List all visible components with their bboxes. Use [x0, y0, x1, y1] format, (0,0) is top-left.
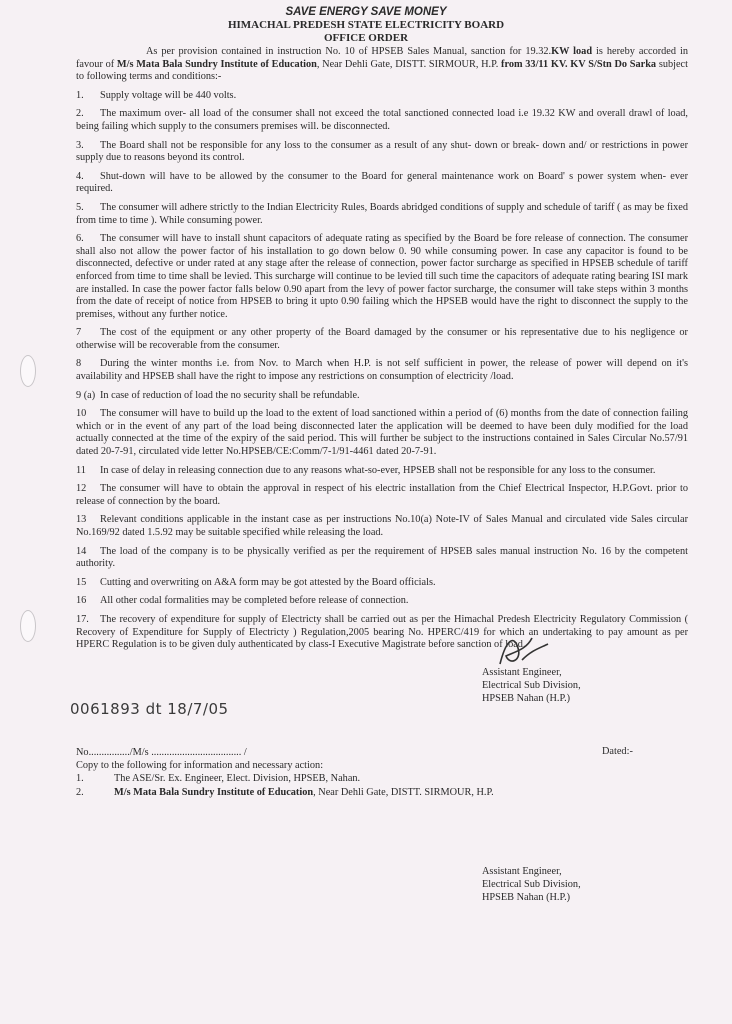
footer-section	[76, 746, 688, 799]
intro-text: As per provision contained in instruction No. 10 of HPSEB Sales Manual, sanction for 19.32.	[146, 46, 552, 57]
signatory-location: HPSEB Nahan (H.P.)	[482, 891, 571, 903]
condition-item	[76, 358, 688, 383]
condition-number: 7	[76, 327, 82, 339]
condition-text: The cost of the equipment or any other property of the Board damaged by the consumer or his representative due to his negligence or otherwise will be recoverable from the consumer.	[76, 327, 688, 351]
condition-number: 9 (a)	[76, 389, 96, 401]
condition-number: 15	[76, 576, 87, 588]
condition-text: The load of the company is to be physically verified as per the requirement of HPSEB sales manual instruction No. 16 by the competent authority.	[76, 545, 688, 570]
condition-number: 11	[76, 464, 86, 476]
condition-item	[76, 390, 688, 403]
copy-recipient: 2. M/s Mata Bala Sundry Institute of Education, Near Dehli Gate, DISTT. SIRMOUR, H.P.	[76, 786, 494, 798]
condition-text: Shut-down will have to be allowed by the consumer to the Board for general maintenance work on Board' s power system when- ever required.	[76, 170, 688, 195]
intro-text: is hereby accorded in favour of	[76, 46, 688, 70]
condition-item	[76, 546, 688, 571]
condition-number: 16	[76, 595, 87, 607]
condition-item	[76, 327, 688, 352]
copy-recipient: 1. The ASE/Sr. Ex. Engineer, Elect. Division, HPSEB, Nahan.	[76, 773, 361, 785]
condition-text: The consumer will have to build up the load to the extent of load sanctioned within a period of (6) months from the date of connection failing which or in the event of any part of the load being disconnected later the application will be deemed to have been duly modified for the load actually connected at the time of the expiry of the said period. This will further be subject to the instructions contained in Sales Circular No.57/91 dated 20-7-91, circulated vide letter No.HPSEB/CE:Comm/7-1/91-4461 dated 20-7-91.	[76, 408, 688, 458]
signatory-title: Assistant Engineer,	[482, 866, 562, 877]
condition-item	[76, 90, 688, 103]
intro-text: , Near Dehli Gate, DISTT. SIRMOUR, H.P.	[316, 58, 502, 70]
condition-item	[76, 140, 688, 165]
condition-item	[76, 108, 688, 133]
condition-item	[76, 483, 688, 508]
condition-text: The consumer will adhere strictly to the Indian Electricity Rules, Boards abridged conditions of supply and schedule of tariff ( as may be fixed from time to time ). While consuming power.	[76, 201, 688, 226]
condition-number: 6.	[76, 233, 84, 245]
condition-text: In case of delay in releasing connection due to any reasons what-so-ever, HPSEB shall not be responsible for any loss to the consumer.	[100, 464, 656, 476]
condition-text: The consumer will have to install shunt capacitors of adequate rating as specified by the Board be fore release of connection. The consumer shall also not allow the power factor of his installation to go down below 0. 90 while consuming power. In case any capacitor is found to be disconnected, defective or under rated at any stage after the release of connection, power factor surcharge as specified in HPSEB schedule of tariff enforced from time to time shall be levied. This surcharge will continue to be levied till such time the capacitors of adequate rating bearing ISI mark are installed. In case the power factor falls below 0.90 apart from the levy of power factor surcharge, the consumer will take steps within 3 months from the date of receipt of notice from HPSEB to bring it upto 0.90 failing which the HPSEB would have the right to disconnect the supply to the premises, without any further notice.	[76, 233, 688, 320]
substation-text: from 33/11 KV. KV S/Stn Do Sarka	[501, 58, 657, 70]
conditions-list	[76, 90, 688, 652]
condition-text: The recovery of expenditure for supply of Electricty shall be carried out as per the Himachal Predesh Electricity Regulatory Commission ( Recovery of Expenditure for Supply of Electricty ) Regulation,2005 bearing No. HPERC/419 for which an undertaking to pay amount as per HPERC Regulation is to be given duly authenticated by class-I Executive Magistrate before sanction of load.	[76, 613, 688, 651]
condition-text: All other codal formalities may be completed before release of connection.	[100, 595, 409, 607]
reference-number: No................/M/s ................................... /	[76, 747, 247, 758]
condition-text: During the winter months i.e. from Nov. to March when H.P. is not self sufficient in power, the release of power will depend on it's availability and HPSEB shall have the right to impose any restrictions on consumption of electricity /load.	[76, 358, 688, 383]
condition-number: 17.	[76, 613, 89, 625]
signatory-office: Electrical Sub Division,	[482, 679, 581, 691]
condition-item	[76, 595, 688, 608]
condition-text: The Board shall not be responsible for any loss to the consumer as a result of any shut- down or break- down and/ or restrictions in power supply due to reasons beyond its control.	[76, 139, 688, 164]
condition-item	[76, 514, 688, 539]
board-name: HIMACHAL PREDESH STATE ELECTRICITY BOARD	[227, 19, 505, 31]
condition-number: 12	[76, 483, 87, 495]
condition-text: Cutting and overwriting on A&A form may be got attested by the Board officials.	[100, 576, 436, 588]
signatory-office: Electrical Sub Division,	[482, 878, 581, 890]
load-text: KW load	[551, 46, 593, 57]
condition-text: In case of reduction of load the no security shall be refundable.	[100, 389, 360, 401]
order-body	[76, 46, 688, 658]
condition-item	[76, 614, 688, 652]
dated-label: Dated:-	[602, 746, 633, 757]
condition-text: The maximum over- all load of the consumer shall not exceed the total sanctioned connected load i.e 19.32 KW and overall drawl of load, being failing which supply to the consumers premises will. be disconnected.	[76, 108, 688, 132]
condition-item	[76, 465, 688, 478]
copy-to-heading: Copy to the following for information and necessary action:	[76, 760, 324, 772]
intro-text: subject to following terms and conditions:-	[76, 58, 688, 83]
condition-item	[76, 202, 688, 227]
condition-item	[76, 408, 688, 458]
condition-number: 5.	[76, 201, 84, 213]
signatory-title: Assistant Engineer,	[482, 667, 562, 678]
condition-text: Supply voltage will be 440 volts.	[100, 89, 237, 101]
condition-item	[76, 577, 688, 590]
condition-number: 13	[76, 514, 87, 526]
condition-number: 2.	[76, 108, 84, 120]
party-name: M/s Mata Bala Sundry Institute of Education	[116, 58, 317, 70]
signatory-location: HPSEB Nahan (H.P.)	[482, 692, 571, 704]
condition-number: 1.	[76, 89, 84, 101]
condition-item	[76, 171, 688, 196]
punch-hole	[20, 355, 36, 387]
document-title: OFFICE ORDER	[323, 32, 409, 44]
punch-hole	[20, 610, 36, 642]
handwritten-note: 0061893 dt 18/7/05	[70, 700, 229, 718]
condition-text: The consumer will have to obtain the approval in respect of his electric installation from the Chief Electrical Inspector, H.P.Govt. prior to release of connection by the board.	[76, 483, 688, 507]
condition-item	[76, 233, 688, 321]
condition-number: 14	[76, 545, 87, 557]
handwritten-signature	[492, 630, 552, 674]
slogan: SAVE ENERGY SAVE MONEY	[285, 6, 447, 18]
condition-number: 10	[76, 408, 87, 420]
condition-number: 3.	[76, 139, 84, 151]
condition-number: 8	[76, 358, 82, 370]
signature-block	[482, 866, 581, 904]
condition-text: Relevant conditions applicable in the instant case as per instructions No.10(a) Note-IV of Sales Manual and circulated vide Sales circular No.169/92 dated 1.5.92 may be suitable specified while releasing the load.	[76, 514, 688, 538]
intro-paragraph	[76, 46, 688, 84]
condition-number: 4.	[76, 170, 84, 182]
